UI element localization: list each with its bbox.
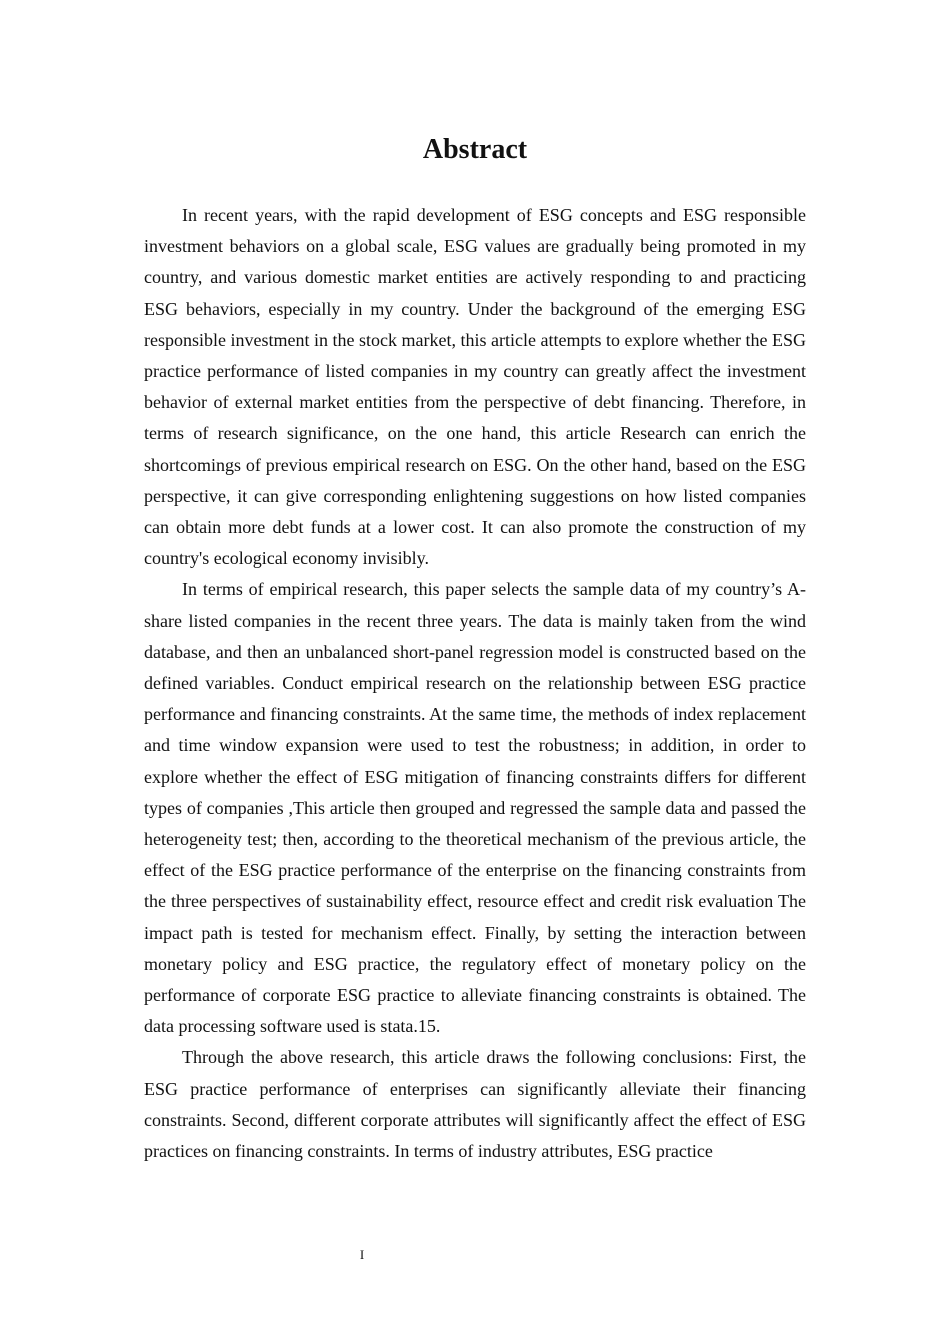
paragraph: Through the above research, this article draws the following conclusions: First, the ESG practice performance of enterprises can significantly alleviate their financing constraints. Second, different corporate attributes will significantly affect the effect of ESG practices on financing constraints. In terms of industry attributes, ESG practice <box>144 1047 806 1162</box>
paragraph: In terms of empirical research, this paper selects the sample data of my country’s A-share listed companies in the recent three years. The data is mainly taken from the wind database, and then an unbalanced short-panel regression model is constructed based on the defined variables. Conduct empirical research on the relationship between ESG practice performance and financing constraints. At the same time, the methods of index replacement and time window expansion were used to test the robustness; in addition, in order to explore whether the effect of ESG mitigation of financing constraints differs for different types of companies ,This article then grouped and regressed the sample data and passed the heterogeneity test; then, according to the theoretical mechanism of the previous article, the effect of the ESG practice performance of the enterprise on the financing constraints from the three perspectives of sustainability effect, resource effect and credit risk evaluation The impact path is tested for mechanism effect. Finally, by setting the interaction between monetary policy and ESG practice, the regulatory effect of monetary policy on the performance of corporate ESG practice to alleviate financing constraints is obtained. The data processing software used is stata.15. <box>144 579 806 1037</box>
paragraph: In recent years, with the rapid development of ESG concepts and ESG responsible investment behaviors on a global scale, ESG values are gradually being promoted in my country, and various domestic market entities are actively responding to and practicing ESG behaviors, especially in my country. Under the background of the emerging ESG responsible investment in the stock market, this article attempts to explore whether the ESG practice performance of listed companies in my country can greatly affect the investment behavior of external market entities from the perspective of debt financing. Therefore, in terms of research significance, on the one hand, this article Research can enrich the shortcomings of previous empirical research on ESG. On the other hand, based on the ESG perspective, it can give corresponding enlightening suggestions on how listed companies can obtain more debt funds at a lower cost. It can also promote the construction of my country's ecological economy invisibly. <box>144 205 806 569</box>
abstract-body <box>144 200 806 1167</box>
abstract-title: Abstract <box>422 134 528 165</box>
page-number: I <box>359 1247 365 1262</box>
